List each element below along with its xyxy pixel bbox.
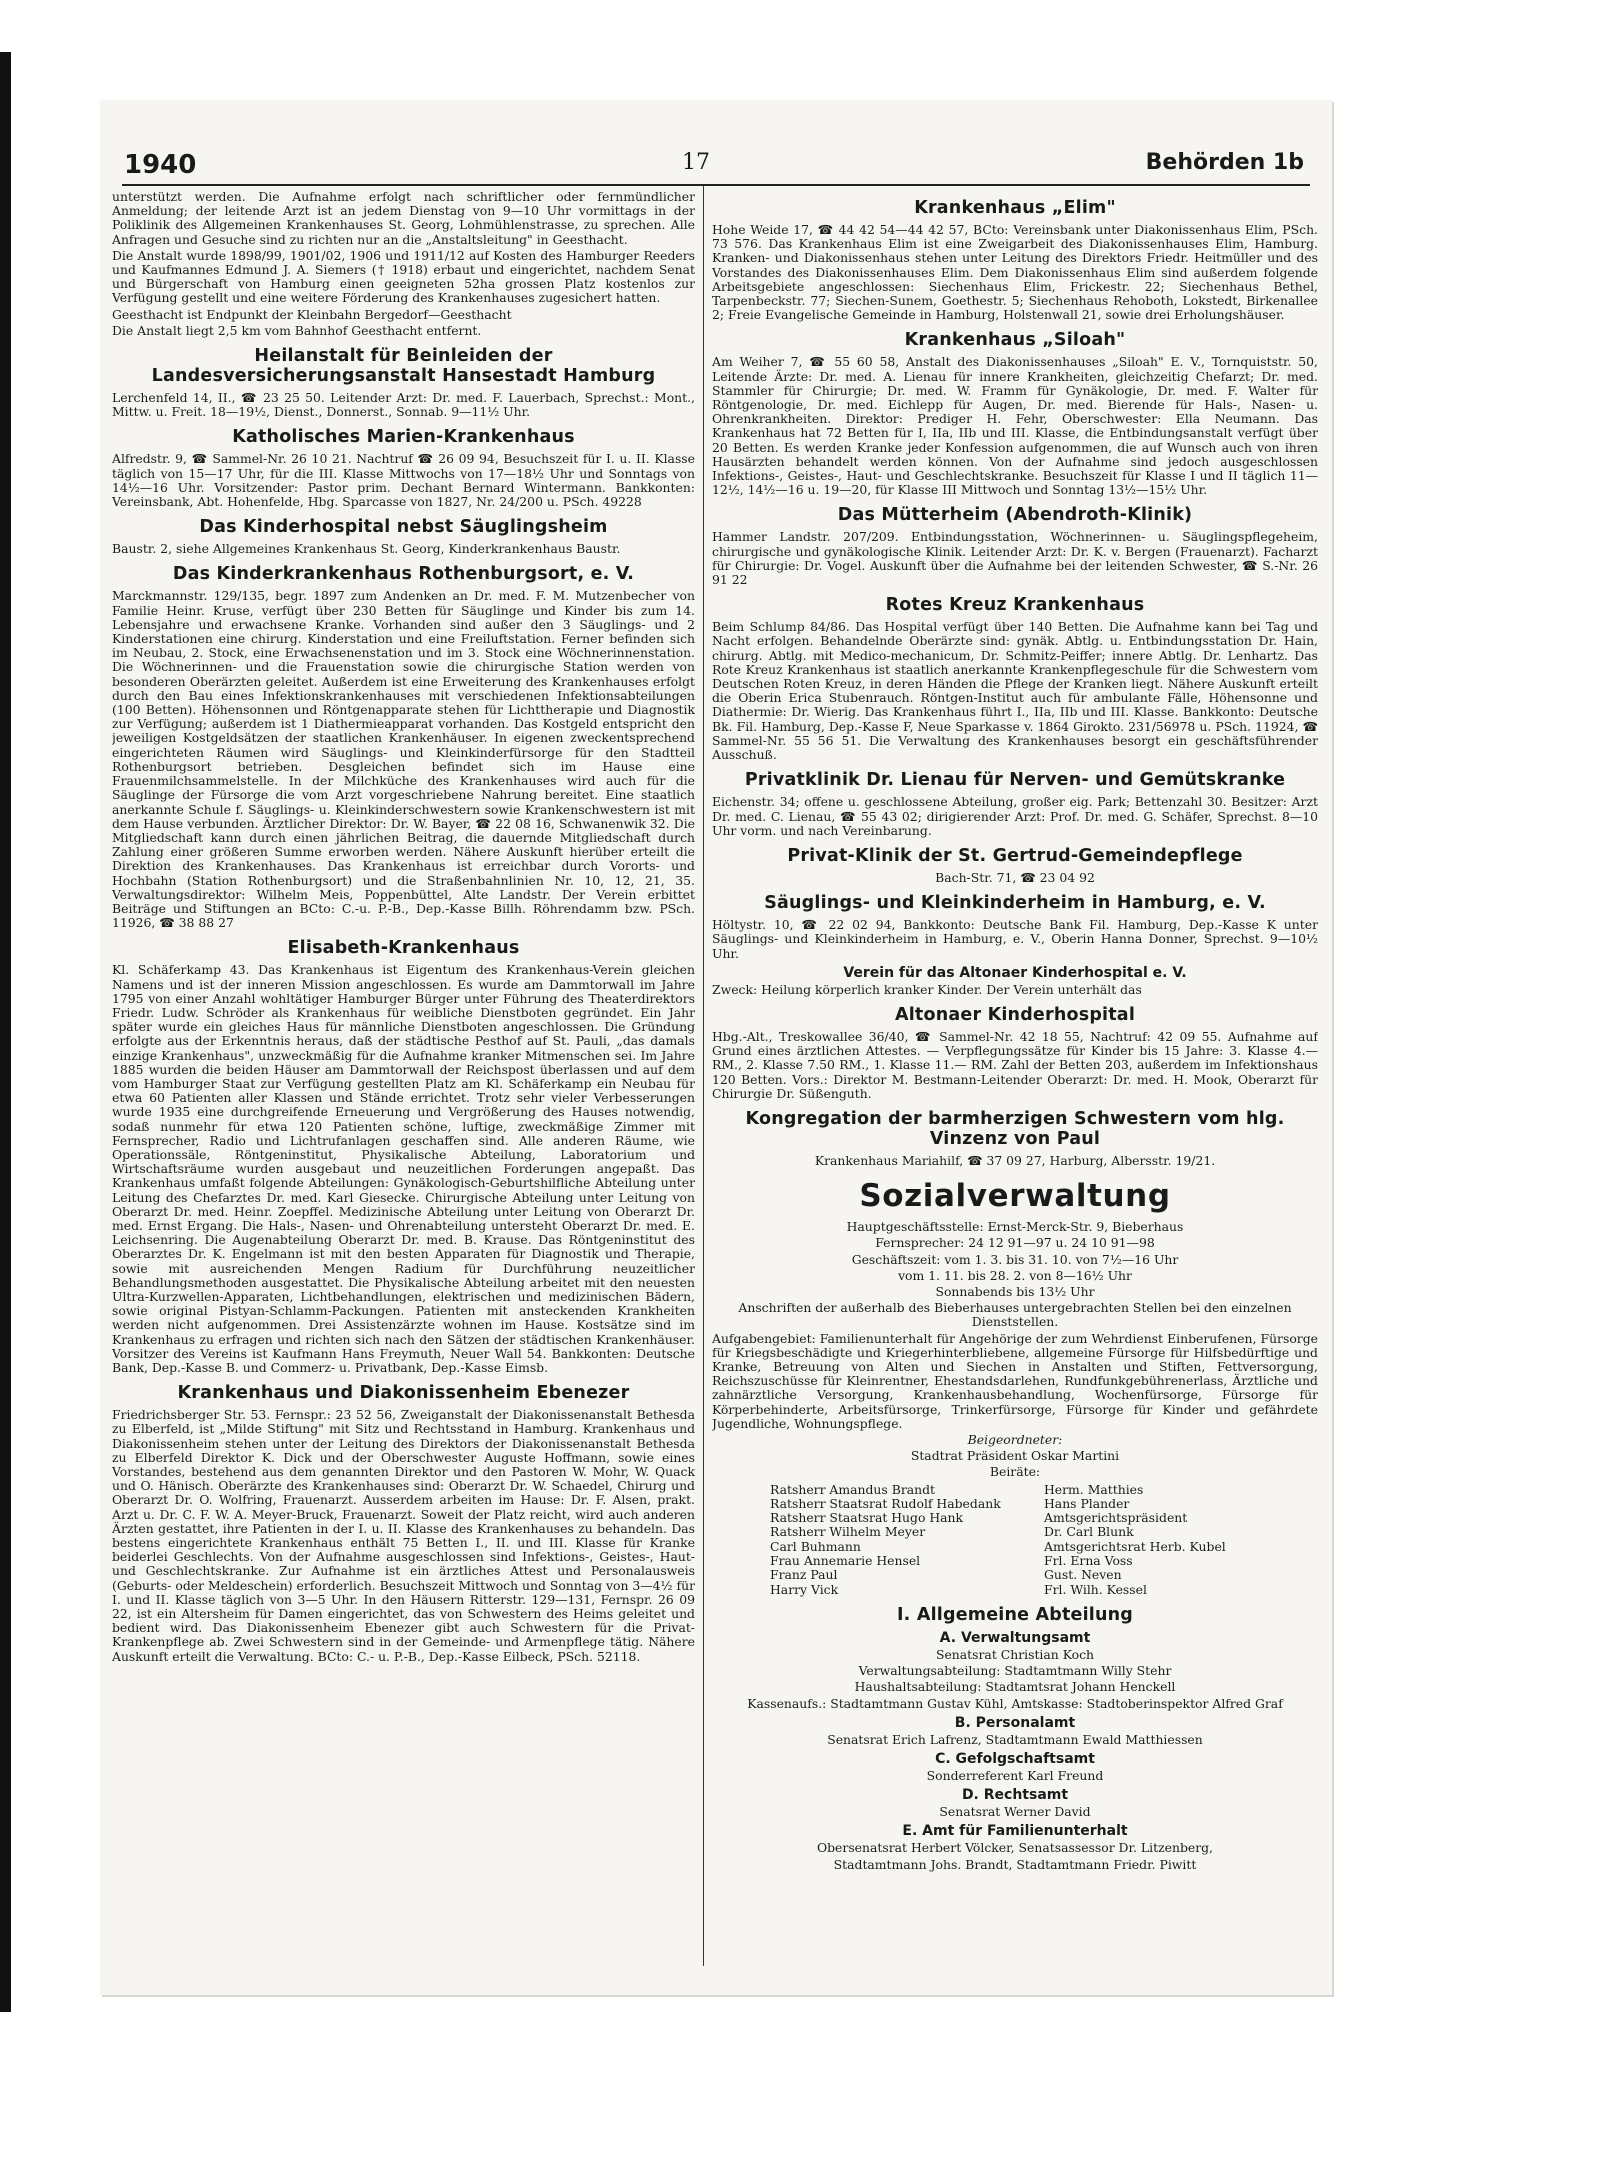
paragraph: Geesthacht ist Endpunkt der Kleinbahn Bergedorf—Geesthacht (112, 306, 512, 322)
paragraph: Aufgabengebiet: Familienunterhalt für Angehörige der zum Wehrdienst Einberufenen, Fürsorge für Kriegsbeschädigte und Kriegerhinterbliebene, allgemeine Fürsorge für Hilfsbedürftige und Kranke, Betreuung von Alten und Siechen in Anstalten und Stiften, Fettversorgung, Reichszuschüsse für Kleinrentner, Ehestandsdarlehen, Rundfunkgebührenerlass, Ärztliche und zahnärztliche Versorgung, Krankenhausbehandlung, Wochenfürsorge, Fürsorge für Körperbehinderte, Arbeitsfürsorge, Trinkerfürsorge, Fürsorge für Kinder und gefährdete Jugendliche, Wohnungspflege. (712, 1330, 1318, 1431)
board-member: Ratsherr Wilhelm Meyer (770, 1524, 926, 1540)
section-heading: Säuglings- und Kleinkinderheim in Hamburg, e. V. (764, 893, 1266, 914)
subheading: E. Amt für Familienunterhalt (902, 1823, 1128, 1840)
section-heading: Privat-Klinik der St. Gertrud-Gemeindepflege (787, 845, 1243, 866)
header-section: Behörden 1b (1145, 150, 1304, 175)
paragraph: Lerchenfeld 14, II., ☎ 23 25 50. Leitender Arzt: Dr. med. F. Lauerbach, Sprechst.: Mont., Mittw. u. Freit. 18—19½, Dienst., Donnerst., Sonnab. 9—11½ Uhr. (112, 390, 695, 420)
paragraph: Geschäftszeit: vom 1. 3. bis 31. 10. von 7½—16 Uhr (851, 1251, 1179, 1267)
board-member: Ratsherr Amandus Brandt (770, 1481, 936, 1497)
section-heading: Rotes Kreuz Krankenhaus (885, 595, 1145, 616)
paragraph: Verwaltungsabteilung: Stadtamtmann Willy Stehr (858, 1663, 1172, 1679)
board-member: Ratsherr Staatsrat Rudolf Habedank (770, 1495, 1001, 1511)
board-member: Dr. Carl Blunk (1044, 1524, 1134, 1540)
paragraph: Anschriften der außerhalb des Bieberhauses untergebrachten Stellen bei den einzelnen Dienststellen. (738, 1300, 1292, 1330)
paragraph: Am Weiher 7, ☎ 55 60 58, Anstalt des Diakonissenhauses „Siloah" E. V., Tornquiststr. 50, Leitende Ärzte: Dr. med. A. Lienau für innere Krankheiten, gleichzeitig Chefarzt; Dr. med. Stammler für Chirurgie; Dr. med. W. Framm für Gynäkologie, Dr. med. F. Walter für Röntgenologie, Dr. med. Eichlepp für Augen, Dr. med. Bierende für Hals-, Nasen- u. Ohrenkrankheiten. Direktor: Prediger H. Fehr, Oberschwester: Ella Neumann. Das Krankenhaus hat 72 Betten für I, IIa, IIb und III. Klasse, die Entbindungsanstalt verfügt über 20 Betten. Es werden Kranke jeder Konfession aufgenommen, die auf Wunsch auch von ihren Hausärzten behandelt werden können. Von der Aufnahme sind jedoch ausgeschlossen Infektions-, Geistes-, Haut- und Geschlechtskranke. Besuchszeit für Klasse I und II täglich 11—12½, 14½—16 u. 19—20, für Klasse III Mittwoch und Sonntag 13½—15½ Uhr. (712, 354, 1318, 498)
paragraph: Friedrichsberger Str. 53. Fernspr.: 23 52 56, Zweiganstalt der Diakonissenanstalt Bethesda zu Elberfeld, ist „Milde Stiftung" mit Sitz und Rechtsstand in Hamburg. Krankenhaus und Diakonissenheim stehen unter der Leitung des Direktors der Diakonissenanstalt Bethesda zu Elberfeld Direktor K. Dick und der Oberschwester Auguste Hoffmann, sowie eines Vorstandes, bestehend aus dem genannten Direktor und den Pastoren W. Mohr, W. Quack und O. Hänisch. Oberärzte des Krankenhauses sind: Oberarzt Dr. W. Schaedel, Chirurg und Oberarzt Dr. O. Wolfring, Frauenarzt. Ausserdem arbeiten im Hause: Dr. F. Alsen, prakt. Arzt u. Dr. C. F. W. A. Meyer-Bruck, Frauenarzt. Soweit der Platz reicht, wird auch anderen Ärzten gestattet, ihre Patienten in der I. u. II. Klasse des Krankenhauses zu behandeln. Das bestens eingerichtete Krankenhaus enthält 75 Betten I., II. und III. Klasse für Kranke beiderlei Geschlechts. Von der Aufnahme ausgeschlossen sind Infektions-, Geistes-, Haut- und Geschlechtskranke. Zur Aufnahme ist ein ärztliches Attest und Personalausweis (Geburts- oder Meldeschein) erforderlich. Besuchszeit Mittwoch und Sonntag von 3—4½ für I. und II. Klasse täglich von 3—5 Uhr. In den Häusern Ritterstr. 129—131, Fernspr. 26 09 22, ist ein Altersheim für Damen eingerichtet, das von Schwestern des Heims geleitet und bedient wird. Das Diakonissenheim Ebenezer gibt auch Schwestern für die Privat-Krankenpflege ab. Zwei Schwestern sind in der Gemeinde- und Armenpflege tätig. Nähere Auskunft erteilt die Verwaltung. BCto: C.- u. P.-B., Dep.-Kasse Eilbeck, PSch. 52118. (112, 1407, 695, 1664)
paragraph: Zweck: Heilung körperlich kranker Kinder. Der Verein unterhält das (712, 981, 1142, 997)
board-member: Amtsgerichtspräsident (1044, 1510, 1188, 1526)
section-heading: Das Kinderkrankenhaus Rothenburgsort, e. V. (172, 564, 635, 585)
document-page (100, 100, 1332, 1995)
paragraph: Hammer Landstr. 207/209. Entbindungsstation, Wöchnerinnen- u. Säuglingspflegeheim, chirurgische und gynäkologische Klinik. Leitender Arzt: Dr. K. v. Bergen (Frauenarzt). Facharzt für Chirurgie: Dr. Vogel. Auskunft über die Aufnahme bei der leitenden Schwester, ☎ S.-Nr. 26 91 22 (712, 529, 1318, 588)
paragraph: Bach-Str. 71, ☎ 23 04 92 (935, 869, 1095, 885)
section-heading: Das Kinderhospital nebst Säuglingsheim (199, 517, 608, 538)
section-heading: I. Allgemeine Abteilung (896, 1604, 1134, 1625)
board-member: Amtsgerichtsrat Herb. Kubel (1044, 1538, 1226, 1554)
paragraph: Kl. Schäferkamp 43. Das Krankenhaus ist Eigentum des Krankenhaus-Verein gleichen Namens und ist der inneren Mission angeschlossen. Es wurde am Dammtorwall im Jahre 1795 von einer Anzahl wohltätiger Hamburger Bürger unter Führung des Theaterdirektors Friedr. Ludw. Schröder als Krankenhaus für weibliche Dienstboten gegründet. Ein Jahr später wurde ein gleiches Haus für männliche Dienstboten angeschlossen. Die Gründung erfolgte aus der Erkenntnis heraus, daß der städtische Pesthof auf St. Pauli, „das damals einzige Krankenhaus", unzweckmäßig für die Aufnahme kranker Mitmenschen sei. Im Jahre 1885 wurden die beiden Häuser am Dammtorwall der Reichspost überlassen und auf dem vom Hamburger Staat zur Verfügung gestellten Platz am Kl. Schäferkamp ein Neubau für etwa 60 Patienten aller Klassen und Stände errichtet. Trotz sehr vieler Verbesserungen wurde 1935 eine durchgreifende Erneuerung und Vergrößerung des Hauses notwendig, sodaß nunmehr für etwa 120 Patienten schöne, luftige, zweckmäßige Zimmer mit Fernsprecher, Radio und Lichtrufanlagen geschaffen sind. Alle anderen Räume, wie Operationssäle, Röntgeninstitut, Physikalische Abteilung, Laboratorium und Wirtschaftsräume wurden ausgebaut und neuzeitlichen Forderungen angepaßt. Das Krankenhaus umfaßt folgende Abteilungen: Gynäkologisch-Geburtshilfliche Abteilung unter Leitung des Chefarztes Dr. med. Karl Giesecke. Chirurgische Abteilung unter Leitung von Oberarzt Dr. med. Heinr. Zoepffel. Medizinische Abteilung unter Leitung von Oberarzt Dr. med. Ernst Ergang. Die Hals-, Nasen- und Ohrenabteilung untersteht Oberarzt Dr. med. E. Leichsenring. Die Augenabteilung Oberarzt Dr. med. B. Krause. Das Röntgeninstitut des Oberarztes Dr. K. Engelmann ist mit den besten Apparaten für Diagnostik und Therapie, sowie mit ausreichenden Mengen Radium für Durchführung neuzeitlicher Behandlungsmethoden ausgestattet. Die Physikalische Abteilung arbeitet mit den neuesten Ultra-Kurzwellen-Apparaten, Lichtbehandlungen, elektrischen und medizinischen Bädern, sowie original Pistyan-Schlamm-Packungen. Patienten mit ansteckenden Krankheiten werden nicht aufgenommen. Drei Assistenzärzte wohnen im Hause. Kostsätze sind im Krankenhaus zu erfragen und richten sich nach den Sätzen der städtischen Krankenhäuser. Vorsitzer des Vereins ist Kaufmann Hans Freymuth, Neuer Wall 54. Bankkonten: Deutsche Bank, Dep.-Kasse B. und Commerz- u. Privatbank, Dep.-Kasse Eimsb. (112, 962, 695, 1376)
board-member: Frau Annemarie Hensel (770, 1553, 921, 1569)
paragraph: Sonderreferent Karl Freund (926, 1767, 1104, 1783)
section-heading: Krankenhaus „Elim" (914, 198, 1116, 218)
paragraph: Senatsrat Christian Koch (935, 1646, 1094, 1662)
section-heading: Das Mütterheim (Abendroth-Klinik) (837, 505, 1193, 526)
board-member: Ratsherr Staatsrat Hugo Hank (770, 1510, 964, 1526)
section-heading: Heilanstalt für Beinleiden der Landesversicherungsanstalt Hansestadt Hamburg (151, 346, 656, 387)
board-member: Hans Plander (1044, 1495, 1130, 1511)
paragraph: Beim Schlump 84/86. Das Hospital verfügt über 140 Betten. Die Aufnahme kann bei Tag und Nacht erfolgen. Behandelnde Oberärzte sind: gynäk. Abtlg. u. Entbindungsstation Dr. Hain, chirurg. Abtlg. mit Medico-mechanicum, Dr. Schmitz-Peiffer; innere Abtlg. Dr. Lenhartz. Das Rote Kreuz Krankenhaus ist staatlich anerkannte Krankenpflegeschule für die Schwestern vom Deutschen Roten Kreuz, in deren Händen die Pflege der Kranken liegt. Nähere Auskunft erteilt die Oberin Erica Stubenrauch. Röntgen-Institut auch für ambulante Fälle, Höhensonne und Diathermie: Dr. Wierig. Das Krankenhaus führt I., IIa, IIb und III. Klasse. Bankkonto: Deutsche Bk. Fil. Hamburg, Dep.-Kasse F, Neue Sparkasse v. 1864 Girokto. 231/56978 u. PSch. 11924, ☎ Sammel-Nr. 55 56 51. Die Verwaltung des Krankenhauses besorgt ein geschäftsführender Ausschuß. (712, 619, 1318, 763)
paragraph: Stadtrat Präsident Oskar Martini (910, 1448, 1120, 1464)
header-rule (122, 184, 1310, 186)
paragraph: Höltystr. 10, ☎ 22 02 94, Bankkonto: Deutsche Bank Fil. Hamburg, Dep.-Kasse K unter Säuglings- und Kleinkinderheim in Hamburg, e. V., Oberin Hanna Donner, Sprechst. 9—10½ Uhr. (712, 917, 1318, 961)
paragraph: Hauptgeschäftsstelle: Ernst-Merck-Str. 9, Bieberhaus (846, 1219, 1184, 1235)
paragraph: Hohe Weide 17, ☎ 44 42 54—44 42 57, BCto: Vereinsbank unter Diakonissenhaus Elim, PSch. 73 576. Das Krankenhaus Elim ist eine Zweigarbeit des Diakonissenhauses Elim, Hamburg. Kranken- und Diakonissenhaus stehen unter Leitung des Direktors Friedr. Heitmüller und des Vorstandes des Diakonissenhauses Elim. Dem Diakonissenhaus Elim sind außerdem folgende Arbeitsgebiete angeschlossen: Siechenhaus Elim, Frickestr. 22; Siechenhaus Bethel, Tarpenbeckstr. 77; Siechen-Sunem, Goethestr. 5; Siechenhaus Rehoboth, Lokstedt, Birkenallee 2; Freie Evangelische Gemeinde in Hamburg, Holstenwall 21, sowie drei Erholungshäuser. (712, 222, 1318, 323)
subheading: A. Verwaltungsamt (939, 1629, 1091, 1646)
paragraph: Alfredstr. 9, ☎ Sammel-Nr. 26 10 21. Nachtruf ☎ 26 09 94, Besuchszeit für I. u. II. Klasse täglich von 15—17 Uhr, für die III. Klasse Mittwochs von 17—18½ Uhr und Sonntags von 14½—16 Uhr. Vorsitzender: Pastor prim. Dechant Bernard Wintermann. Bankkonten: Vereinsbank, Abt. Hohenfelde, Hbg. Sparcasse von 1827, Nr. 24/200 u. PSch. 49228 (112, 451, 695, 510)
subheading: B. Personalamt (954, 1714, 1076, 1731)
paragraph: Stadtamtmann Johs. Brandt, Stadtamtmann Friedr. Piwitt (833, 1856, 1197, 1872)
left-column (112, 190, 695, 1970)
scan-edge (0, 52, 11, 2012)
advisory-board-list (770, 1483, 1318, 1597)
paragraph: Baustr. 2, siehe Allgemeines Krankenhaus St. Georg, Kinderkrankenhaus Baustr. (112, 541, 621, 557)
paragraph: Obersenatsrat Herbert Völcker, Senatsassessor Dr. Litzenberg, (816, 1840, 1214, 1856)
paragraph: unterstützt werden. Die Aufnahme erfolgt nach schriftlicher oder fernmündlicher Anmeldung; der leitende Arzt ist an jedem Dienstag von 9—10 Uhr vormittags in der Poliklinik des Allgemeinen Krankenhauses St. Georg, Lohmühlenstrasse, zu sprechen. Alle Anfragen und Gesuche sind zu richten nur an die „Anstaltsleitung" in Geesthacht. (112, 190, 695, 247)
paragraph: Krankenhaus Mariahilf, ☎ 37 09 27, Harburg, Albersstr. 19/21. (814, 1152, 1216, 1168)
subheading: C. Gefolgschaftsamt (935, 1750, 1095, 1767)
paragraph: Senatsrat Erich Lafrenz, Stadtamtmann Ewald Matthiessen (827, 1731, 1203, 1747)
section-heading: Privatklinik Dr. Lienau für Nerven- und Gemütskranke (744, 770, 1286, 791)
board-member: Franz Paul (770, 1567, 838, 1583)
column-divider (703, 186, 704, 1966)
board-member: Gust. Neven (1044, 1567, 1122, 1583)
board-member: Herm. Matthies (1044, 1481, 1144, 1497)
section-heading: Krankenhaus „Siloah" (904, 330, 1126, 351)
section-heading: Kongregation der barmherzigen Schwestern vom hlg. Vinzenz von Paul (745, 1108, 1285, 1149)
paragraph: Marckmannstr. 129/135, begr. 1897 zum Andenken an Dr. med. F. M. Mutzenbecher von Familie Heinr. Kruse, verfügt über 230 Betten für Säuglinge und Kinder bis zum 14. Lebensjahre und erwachsene Kranke. Vorhanden sind außer den 3 Säuglings- und 2 Kinderstationen eine chirurg. Kinderstation und eine Freiluftstation. Ferner befinden sich im Neubau, 2. Stock, eine Erwachsenenstation und im 3. Stock eine Wöchnerinnenstation. Die Wöchnerinnen- und die Frauenstation sowie die chirurgische Station werden von besonderen Oberärzten geleitet. Außerdem ist eine Erweiterung des Krankenhauses erfolgt durch den Bau eines Infektionskrankenhauses mit verschiedenen Infektionsabteilungen (100 Betten). Höhensonnen und Röntgenapparate stehen für Lichttherapie und Diagnostik zur Verfügung; außerdem ist 1 Diathermieapparat vorhanden. Das Kostgeld entspricht den jeweiligen Kostgeldsätzen der staatlichen Krankenhäuser. In eigenen zweckentsprechend eingerichteten Räumen wird Säuglings- und Kleinkinderfürsorge für den Stadtteil Rothenburgsort betrieben. Desgleichen befindet sich im Hause eine Frauenmilchsammelstelle. In der Milchküche des Krankenhauses wird auch für die Säuglinge der Fürsorge die vom Arzt vorgeschriebene Nahrung bereitet. Eine staatlich anerkannte Schule f. Säuglings- u. Kleinkinderschwestern sowie Krankenschwestern ist mit dem Hause verbunden. Ärztlicher Direktor: Dr. W. Bayer, ☎ 22 08 16, Schwanenwik 32. Die Mitgliedschaft kann durch einen jährlichen Beitrag, die dauernde Mitgliedschaft durch Zahlung einer größeren Summe erworben werden. Nähere Auskunft hierüber erteilt die Direktion des Krankenhauses. Das Krankenhaus ist erreichbar durch Vororts- und Hochbahn (Station Rothenburgsort) und die Straßenbahnlinien Nr. 10, 12, 21, 35. Verwaltungsdirektor: Wilhelm Meis, Poppenbüttel, Alte Landstr. Der Verein erbittet Beiträge und Stiftungen an BCto: C.-u. P.-B., Dep.-Kasse Billh. Röhrendamm bzw. PSch. 11926, ☎ 38 88 27 (112, 588, 695, 931)
paragraph: vom 1. 11. bis 28. 2. von 8—16½ Uhr (898, 1267, 1132, 1283)
paragraph: Sonnabends bis 13½ Uhr (935, 1283, 1095, 1299)
board-member: Harry Vick (770, 1581, 839, 1597)
board-member: Frl. Erna Voss (1044, 1553, 1133, 1569)
section-heading: Altonaer Kinderhospital (894, 1004, 1136, 1025)
paragraph: Die Anstalt wurde 1898/99, 1901/02, 1906 und 1911/12 auf Kosten des Hamburger Reeders und Kaufmannes Edmund J. A. Siemers († 1918) erbaut und eingerichtet, nachdem Senat und Bürgerschaft von Hamburg einen geeigneten 52ha grossen Platz kostenlos zur Verfügung gestellt und eine weitere Förderung des Krankenhauses zugesichert hatten. (112, 247, 695, 306)
subheading: D. Rechtsamt (961, 1787, 1069, 1804)
section-heading: Elisabeth-Krankenhaus (287, 938, 520, 959)
paragraph: Beigeordneter: (967, 1431, 1063, 1447)
right-column (712, 190, 1318, 1970)
paragraph: Haushaltsabteilung: Stadtamtsrat Johann Henckell (854, 1679, 1176, 1695)
section-heading: Krankenhaus und Diakonissenheim Ebenezer (177, 1383, 630, 1404)
board-member: Carl Buhmann (770, 1538, 861, 1554)
subheading: Verein für das Altonaer Kinderhospital e. V. (843, 964, 1187, 981)
department-title: Sozialverwaltung (859, 1178, 1171, 1215)
section-heading: Katholisches Marien-Krankenhaus (232, 427, 575, 448)
paragraph: Fernsprecher: 24 12 91—97 u. 24 10 91—98 (875, 1235, 1155, 1251)
paragraph: Die Anstalt liegt 2,5 km vom Bahnhof Geesthacht entfernt. (112, 322, 482, 338)
paragraph: Beiräte: (989, 1464, 1041, 1480)
board-member: Frl. Wilh. Kessel (1044, 1581, 1147, 1597)
header-year: 1940 (124, 150, 197, 180)
paragraph: Eichenstr. 34; offene u. geschlossene Abteilung, großer eig. Park; Bettenzahl 30. Besitzer: Arzt Dr. med. C. Lienau, ☎ 55 43 02; dirigierender Arzt: Prof. Dr. med. G. Schäfer, Sprechst. 8—10 Uhr vorm. und nach Vereinbarung. (712, 794, 1318, 838)
paragraph: Hbg.-Alt., Treskowallee 36/40, ☎ Sammel-Nr. 42 18 55, Nachtruf: 42 09 55. Aufnahme auf Grund eines ärztlichen Attestes. — Verpflegungssätze für Kinder bis 15 Jahre: 3. Klasse 4.— RM., 2. Klasse 7.50 RM., 1. Klasse 11.— RM. Zahl der Betten 203, außerdem im Infektionshaus 120 Betten. Vors.: Direktor M. Bestmann-Leitender Oberarzt: Dr. med. H. Mook, Oberarzt für Chirurgie Dr. Süßenguth. (712, 1028, 1318, 1101)
paragraph: Kassenaufs.: Stadtamtmann Gustav Kühl, Amtskasse: Stadtoberinspektor Alfred Graf (747, 1695, 1283, 1711)
paragraph: Senatsrat Werner David (939, 1804, 1091, 1820)
header-page-number: 17 (682, 150, 710, 175)
